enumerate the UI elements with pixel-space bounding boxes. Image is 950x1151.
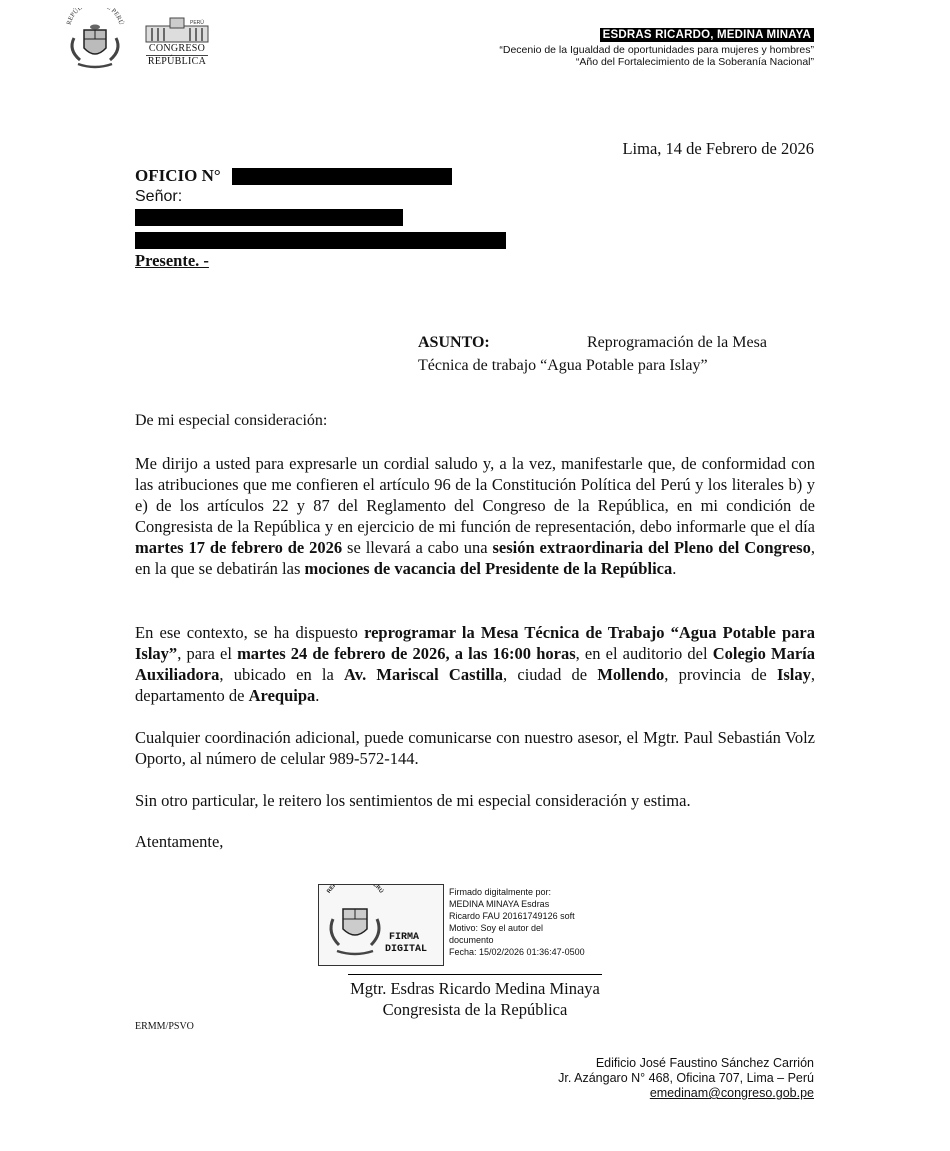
peru-coat-of-arms-logo — [62, 8, 128, 70]
redacted-oficio-number — [232, 168, 452, 185]
stamp-label-firma: FIRMA — [389, 932, 420, 943]
presente-label: Presente. - — [135, 251, 209, 270]
addressee-salutation: Señor: — [135, 188, 183, 205]
paragraph-closing: Sin otro particular, le reitero los sentimientos de mi especial consideración y estima. — [135, 791, 691, 810]
svg-text:REPÚBLICA DEL PERÚ — [66, 8, 126, 26]
footer-address: Jr. Azángaro N° 468, Oficina 707, Lima – Perú — [558, 1071, 814, 1085]
digital-signature-stamp — [318, 884, 444, 966]
congressperson-name-bar: ESDRAS RICARDO, MEDINA MINAYA — [600, 28, 814, 42]
oficio-number-label: OFICIO N° — [135, 166, 221, 185]
paragraph-session-notice: Me dirijo a usted para expresarle un cordial saludo y, a la vez, manifestarle que, de conformidad con las atribuciones que me confieren el artículo 96 de la Constitución Política del Perú y los literales b) y e) de los artículos 22 y 87 del Reglamento del Congreso de la República, en mi condición de Congresista de la República y en ejercicio de mi función de representación, debo informarle que el día martes 17 de febrero de 2026 se llevará a cabo una sesión extraordinaria del Pleno del Congreso, en la que se debatirán las mociones de vacancia del Presidente de la República. — [135, 454, 815, 578]
stamp-label-digital: DIGITAL — [385, 944, 428, 955]
digital-signature-details: Firmado digitalmente por: MEDINA MINAYA Esdras Ricardo FAU 20161749126 soft Motivo: Soy el autor del documento Fecha: 15/02/2026 01:36:47-0500 — [449, 887, 585, 957]
footer-building: Edificio José Faustino Sánchez Carrión — [595, 1056, 814, 1070]
signer-title: Congresista de la República — [382, 1000, 568, 1019]
signature-line — [348, 974, 602, 975]
footer-email-link[interactable]: emedinam@congreso.gob.pe — [649, 1086, 814, 1100]
subject-line-1: Reprogramación de la Mesa — [587, 334, 767, 351]
redacted-addressee-name — [135, 209, 403, 226]
congreso-logo — [140, 14, 214, 72]
crest-caption: REPÚB PERÚ — [65, 8, 125, 26]
svg-text:REPÚBLICA DEL PERÚ — [326, 885, 385, 895]
closing-phrase: Atentamente, — [135, 832, 224, 851]
reference-initials: ERMM/PSVO — [135, 1021, 194, 1032]
stamp-caption: REP ERÚ — [326, 885, 384, 895]
paragraph-contact: Cualquier coordinación adicional, puede comunicarse con nuestro asesor, el Mgtr. Paul Sebastián Volz Oporto, al número de celular 989-572-144. — [135, 728, 815, 768]
letter-date: Lima, 14 de Febrero de 2026 — [622, 139, 814, 158]
subject-line-2: Técnica de trabajo “Agua Potable para Islay” — [418, 357, 708, 374]
signer-name: Mgtr. Esdras Ricardo Medina Minaya — [350, 979, 600, 998]
congreso-label: CONGRESO — [148, 43, 206, 54]
decade-motto: “Decenio de la Igualdad de oportunidades para mujeres y hombres” — [499, 44, 814, 56]
republica-label: REPÚBLICA — [147, 56, 207, 67]
paragraph-reschedule: En ese contexto, se ha dispuesto reprogramar la Mesa Técnica de Trabajo “Agua Potable para Islay”, para el martes 24 de febrero de 2026, a las 16:00 horas, en el auditorio del Colegio María Auxiliadora, ubicado en la Av. Mariscal Castilla, ciudad de Mollendo, provincia de Islay, departamento de Arequipa. — [135, 623, 815, 705]
letter-salutation: De mi especial consideración: — [135, 412, 328, 429]
redacted-addressee-title — [135, 232, 506, 249]
subject-label: ASUNTO: — [418, 334, 490, 351]
congreso-top-label: PERÚ — [190, 20, 204, 26]
year-motto: “Año del Fortalecimiento de la Soberanía Nacional” — [575, 56, 814, 68]
